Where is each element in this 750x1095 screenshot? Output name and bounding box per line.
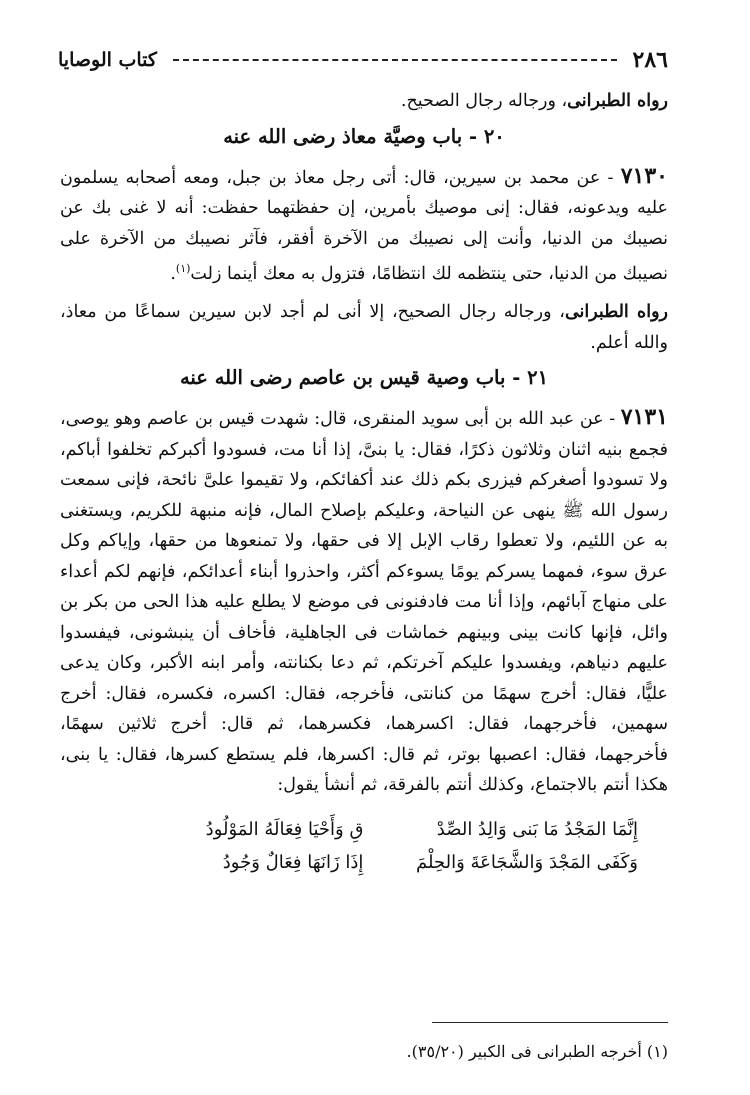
poem — [60, 813, 668, 879]
header-rule — [173, 59, 617, 61]
hadith-end: . — [170, 263, 176, 284]
book-title: كتاب الوصايا — [58, 49, 157, 71]
hadith-text: - عن محمد بن سيرين، قال: أتى رجل معاذ بن جبل، ومعه أصحابه يسلمون عليه ويدعونه، فقال: إنى موصيك بأمرين، إن حفظتهما حفظت: أنه لا غنى بك عن نصيبك من الدنيا، وأنت إلى نصيبك من الآخرة أفقر، فآثر نصيبك من الآخرة على نصيبك من الدنيا، حتى ينتظمه لك انتظامًا، فتزول به معك أينما زلت — [60, 167, 668, 284]
section-heading-20: ٢٠ - باب وصيَّة معاذ رضى الله عنه — [223, 124, 505, 148]
verse-second-half: قِ وَأَحْيَا فِعَالَهُ المَوْلُودُ — [205, 818, 364, 840]
citation-source: رواه الطبرانى — [567, 91, 668, 111]
poem-verse — [60, 813, 668, 846]
page-header — [58, 42, 668, 78]
main-text — [60, 86, 668, 879]
hadith-number: ٧١٣٠ — [620, 162, 668, 189]
verse-first-half: وَكَفَى المَجْدَ وَالشَّجَاعَةَ وَالحِلْمَ — [416, 851, 638, 873]
footnote-separator — [432, 1022, 668, 1023]
verse-first-half: إِنَّمَا المَجْدُ مَا بَنى وَالِدُ الصِّدْ — [436, 818, 638, 840]
footnote: (١) أخرجه الطبرانى فى الكبير (٣٥/٢٠). — [406, 1042, 668, 1061]
footnote-marker[interactable]: (١) — [175, 262, 191, 275]
citation-rest: ، ورجاله رجال الصحيح، إلا أنى لم أجد لابن سيرين سماعًا من معاذ، والله أعلم. — [60, 302, 668, 353]
section-heading-21: ٢١ - باب وصية قيس بن عاصم رضى الله عنه — [179, 366, 549, 390]
poem-verse — [60, 846, 668, 879]
verse-second-half: إِذَا زَانَهَا فِعَالٌ وَجُودُ — [222, 851, 364, 873]
hadith-7130 — [60, 161, 668, 290]
hadith-7130-citation — [60, 297, 668, 358]
hadith-text: - عن عبد الله بن أبى سويد المنقرى، قال: شهدت قيس بن عاصم وهو يوصى، فجمع بنيه اثنان وثلاثون ذكرًا، فقال: يا بنىَّ، إذا أنا مت، فسودوا أكبركم تخلفوا أباكم، ولا تسودوا أصغركم فيزرى بكم ذلك عند أكفائكم، ولا تقيموا علىَّ نائحة، فإنى سمعت رسول الله ﷺ ينهى عن النياحة، وعليكم بإصلاح المال، فإنه منبهة للكريم، ويستغنى به عن اللئيم، ولا تعطوا رقاب الإبل إلا فى حقها، ولا تمنعوها من حقها، وإياكم وكل عرق سوء، فمهما يسركم يومًا يسوءكم أكثر، واحذروا أبناء أعدائكم، فإنهم لكم أعداء على منهاج آبائهم، وإذا أنا مت فادفنونى فى موضع لا يطلع عليه هذا الحى من بكر بن وائل، فإنها كانت بينى وبينهم خماشات فى الجاهلية، فأخاف أن ينبشونى، فيفسدوا عليهم دنياهم، ويفسدوا عليكم آخرتكم، ثم دعا بكنانته، وأمر ابنه الأكبر، وكان يدعى عليًّا، فقال: أخرج سهمًا من كنانتى، فأخرجه، فقال: اكسره، فكسره، فقال: أخرج سهمين، فأخرجهما، فقال: اكسرهما، فكسرهما، ثم قال: أخرج ثلاثين سهمًا، فأخرجهما، فقال: اعصبها بوتر، ثم قال: اكسرها، فلم يستطع كسرها، فقال: يا بنى، هكذا أنتم بالاجتماع، وكذلك أنتم بالفرقة، ثم أنشأ يقول: — [60, 409, 668, 796]
page-number: ٢٨٦ — [632, 47, 668, 73]
hadith-7131 — [60, 402, 668, 801]
citation-source: رواه الطبرانى — [564, 302, 668, 323]
citation-rest: ، ورجاله رجال الصحيح. — [400, 91, 568, 111]
intro-citation — [60, 86, 668, 117]
hadith-number: ٧١٣١ — [620, 404, 668, 431]
